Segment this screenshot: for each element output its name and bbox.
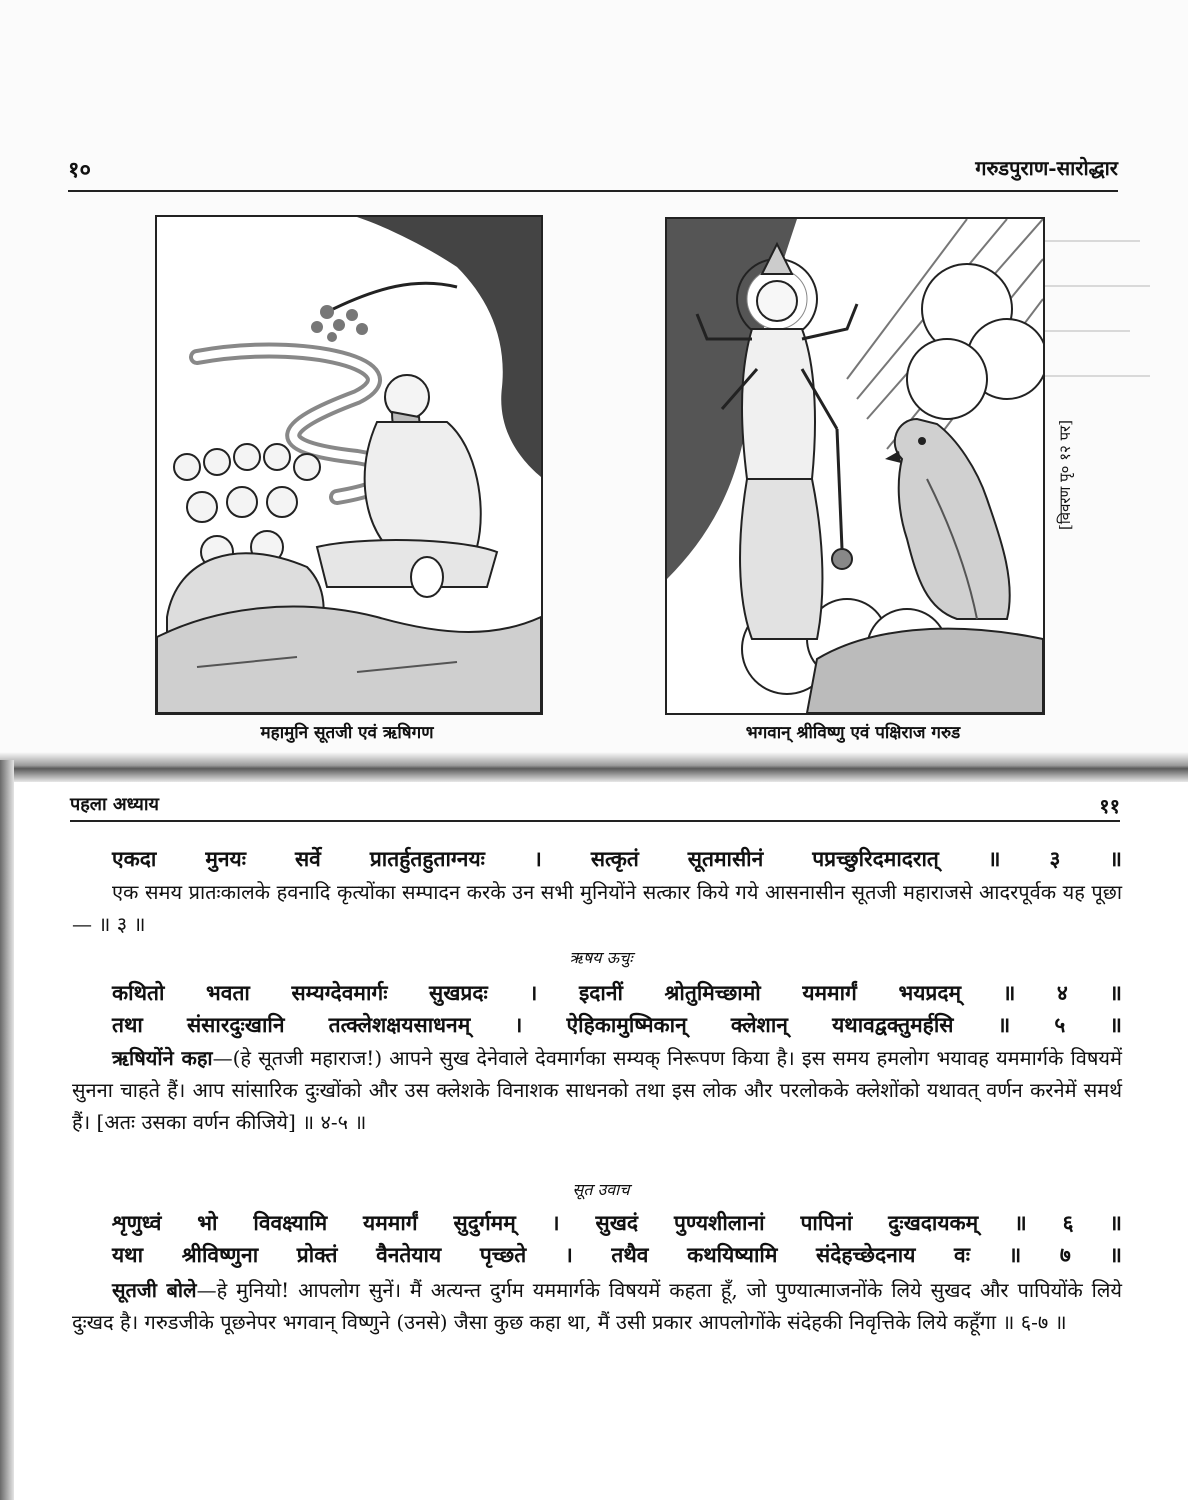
translation-6-7-text: —हे मुनियो! आपलोग सुनें। मैं अत्यन्त दुर्गम यममार्गके विषयमें कहता हूँ, जो पुण्यात्माजनोंके लिये सुखद और पापियोंके लिये दुःखद है। गरुडजीके पूछनेपर भगवान् विष्णुने (उनसे) जैसा कुछ कहा था, मैं उसी प्रकार आपलोगोंके संदेहकी निवृत्तिके लिये कहूँगा ॥ ६-७ ॥ <box>72 1278 1122 1334</box>
speaker-name-suta: सूतजी बोले <box>112 1278 197 1302</box>
translation-4-5-text: —(हे सूतजी महाराज!) आपने सुख देनेवाले देवमार्गका सम्यक् निरूपण किया है। इस समय हमलोग भयावह यममार्गके विषयमें सुनना चाहते हैं। आप सांसारिक दुःखोंको और उस क्लेशके विनाशक साधनको तथा इस लोक और परलोकके क्लेशोंको यथावत् वर्णन करनेमें समर्थ हैं। [अतः उसका वर्णन कीजिये] ॥ ४-५ ॥ <box>72 1046 1122 1134</box>
suta-rishis-drawing <box>157 217 541 713</box>
running-title: गरुडपुराण-सारोद्धार <box>975 156 1118 180</box>
illustration-vishnu-garuda <box>665 217 1045 715</box>
chapter-label: पहला अध्याय <box>70 794 159 815</box>
upper-page-number: १० <box>68 157 91 183</box>
lower-page-header <box>70 790 1120 822</box>
verse-5: तथा संसारदुःखानि तत्क्लेशक्षयसाधनम् । ऐहिकामुष्मिकान् क्लेशान् यथावद्वक्तुमर्हसि ॥ ५ ॥ <box>112 1012 1122 1037</box>
vishnu-garuda-drawing <box>667 219 1043 713</box>
side-note-reference: [विवरण पृ० १२ पर] <box>1056 419 1074 530</box>
verse-6: शृणुध्वं भो विवक्ष्यामि यममार्गं सुदुर्गमम् । सुखदं पुण्यशीलानां पापिनां दुःखदायकम् ॥ ६ ॥ <box>112 1210 1122 1235</box>
speaker-suta: सूत उवाच <box>572 1180 630 1199</box>
page-seam <box>0 752 1188 782</box>
translation-4-5 <box>72 1042 1122 1138</box>
caption-right: भगवान् श्रीविष्णु एवं पक्षिराज गरुड <box>745 723 961 743</box>
translation-6-7 <box>72 1274 1122 1338</box>
lower-page <box>14 782 1188 1500</box>
caption-left: महामुनि सूतजी एवं ऋषिगण <box>260 723 434 743</box>
verse-3: एकदा मुनयः सर्वे प्रातर्हुतहुताग्नयः । सत्कृतं सूतमासीनं पप्रच्छुरिदमादरात् ॥ ३ ॥ <box>112 846 1122 871</box>
illustration-suta-rishis <box>155 215 543 715</box>
speaker-rishaya: ऋषय ऊचुः <box>569 948 633 967</box>
translation-3: एक समय प्रातःकालके हवनादि कृत्योंका सम्पादन करके उन सभी मुनियोंने सत्कार किये गये आसनासीन सूतजी महाराजसे आदरपूर्वक यह पूछा— ॥ ३ ॥ <box>72 880 1122 936</box>
speaker-name-rishis: ऋषियोंने कहा <box>112 1046 213 1070</box>
upper-page-header <box>68 150 1118 192</box>
lower-page-number: ११ <box>1099 794 1120 818</box>
verse-4: कथितो भवता सम्यग्देवमार्गः सुखप्रदः । इदानीं श्रोतुमिच्छामो यममार्गं भयप्रदम् ॥ ४ ॥ <box>112 980 1122 1005</box>
verse-7: यथा श्रीविष्णुना प्रोक्तं वैनतेयाय पृच्छते । तथैव कथयिष्यामि संदेहच्छेदनाय वः ॥ ७ ॥ <box>112 1242 1122 1267</box>
book-edge-shadow <box>0 760 14 1500</box>
